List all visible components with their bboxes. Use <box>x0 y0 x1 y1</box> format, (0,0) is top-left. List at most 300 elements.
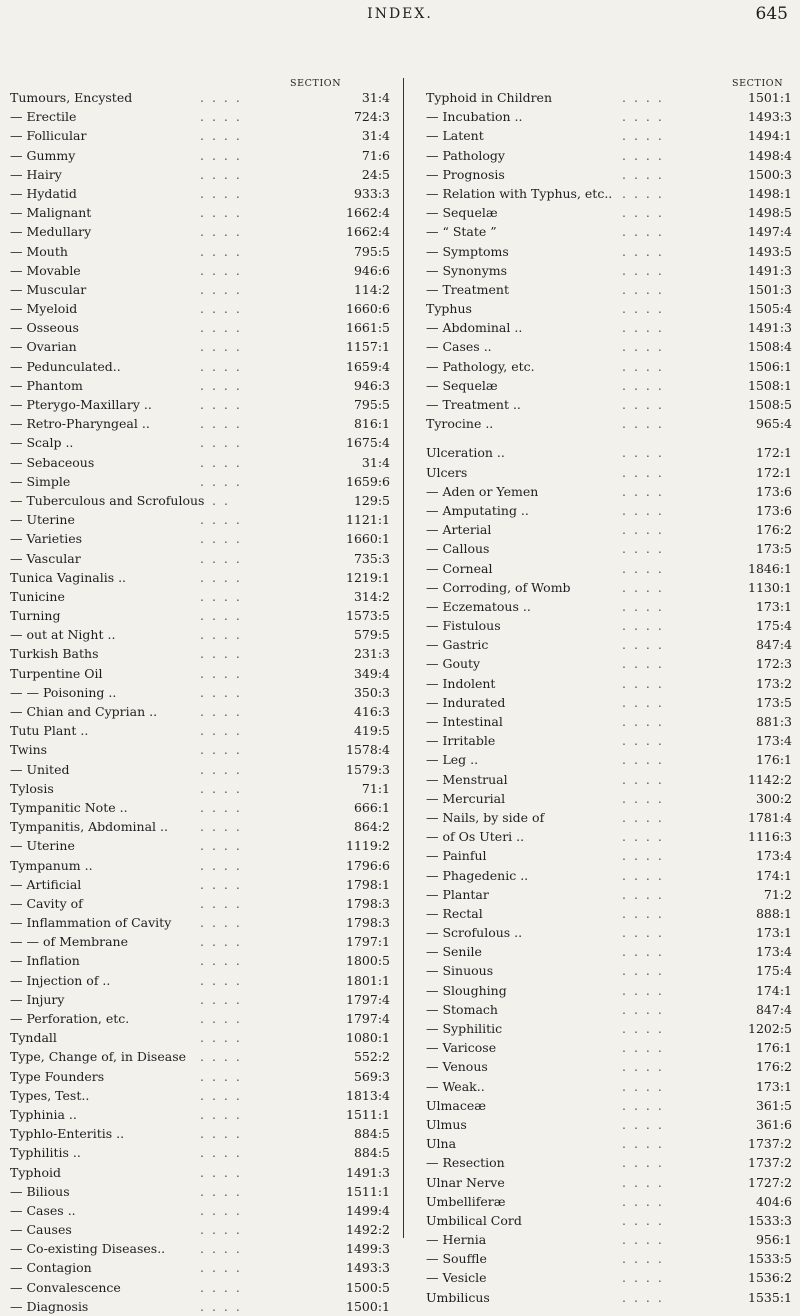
index-term: Umbilicus <box>426 1289 490 1305</box>
leader-dots: . . . . <box>622 1059 664 1075</box>
index-entry <box>426 846 792 865</box>
index-term: — Inflammation of Cavity <box>10 915 172 931</box>
index-entry <box>426 1000 792 1019</box>
index-term: — Malignant <box>10 205 92 221</box>
section-number: 1080:1 <box>346 1030 390 1046</box>
index-term: Tympanum .. <box>10 857 93 873</box>
section-number: 1801:1 <box>346 972 390 988</box>
section-number: 816:1 <box>353 416 390 432</box>
index-entry <box>10 491 390 510</box>
section-number: 1119:2 <box>346 838 390 854</box>
index-term: — Amputating .. <box>426 502 529 518</box>
leader-dots: . . . . <box>200 339 242 355</box>
section-number: 1659:6 <box>346 473 390 489</box>
index-entry <box>426 463 792 482</box>
section-number: 361:6 <box>755 1116 792 1132</box>
index-entry <box>426 1038 792 1057</box>
leader-dots: . . . . <box>622 598 664 614</box>
leader-dots: . . . . <box>200 780 242 796</box>
index-term: — Treatment <box>426 281 509 297</box>
index-entry <box>10 318 390 337</box>
leader-dots: . . . . <box>200 972 242 988</box>
index-term: Turpentine Oil <box>10 665 103 681</box>
index-entry <box>10 1297 390 1316</box>
index-entry <box>426 808 792 827</box>
leader-dots: . . . . <box>622 714 664 729</box>
index-entry <box>426 961 792 980</box>
index-entry <box>10 1143 390 1162</box>
index-entry <box>10 88 390 107</box>
index-entry <box>426 337 792 356</box>
index-entry <box>426 280 792 299</box>
index-entry <box>10 817 390 836</box>
index-term: — Uterine <box>10 512 75 528</box>
leader-dots: . . . . <box>200 1106 242 1122</box>
index-term: — Leg .. <box>426 752 479 768</box>
section-number: 1491:3 <box>748 262 792 278</box>
section-number: 965:4 <box>755 416 792 432</box>
leader-dots: . . . . <box>622 1270 664 1286</box>
leader-dots: . . . . <box>622 905 664 921</box>
leader-dots: . . . . <box>622 90 664 105</box>
index-entry <box>426 539 792 558</box>
index-term: — Myeloid <box>10 301 78 317</box>
section-number: 881:3 <box>755 714 792 729</box>
leader-dots: . . . . <box>622 320 664 336</box>
index-column-left <box>10 88 390 1316</box>
index-term: Umbilical Cord <box>426 1212 522 1228</box>
leader-dots: . . . . <box>200 799 242 815</box>
section-number: 795:5 <box>353 243 390 259</box>
section-number: 1506:1 <box>748 358 792 374</box>
section-number: 175:4 <box>755 963 792 979</box>
section-number: 888:1 <box>755 905 792 921</box>
index-entry <box>10 433 390 452</box>
index-entry <box>10 395 390 414</box>
section-number: 946:3 <box>353 377 390 393</box>
leader-dots: . . . . <box>622 1251 664 1267</box>
index-entry <box>10 625 390 644</box>
leader-dots: . . . . <box>200 1202 242 1218</box>
index-entry <box>10 1278 390 1297</box>
index-entry <box>10 875 390 894</box>
index-entry <box>426 203 792 222</box>
leader-dots: . . . . <box>200 646 242 662</box>
index-entry <box>426 184 792 203</box>
index-entry <box>426 1230 792 1249</box>
section-number: 1491:3 <box>346 1164 390 1180</box>
section-number: 173:6 <box>755 502 792 518</box>
index-term: — Injection of .. <box>10 972 111 988</box>
index-entry <box>426 827 792 846</box>
leader-dots: . . . . <box>622 560 664 576</box>
leader-dots: . . . . <box>200 569 242 585</box>
index-entry <box>426 712 792 731</box>
leader-dots: . . . . <box>622 358 664 374</box>
leader-dots: . . . . <box>622 1212 664 1228</box>
index-entry <box>10 1239 390 1258</box>
leader-dots: . . . . <box>200 550 242 566</box>
section-number: 956:1 <box>755 1232 792 1248</box>
section-column-label-left: SECTION <box>290 78 342 89</box>
section-number: 666:1 <box>353 799 390 815</box>
leader-dots: . . . . <box>622 656 664 672</box>
section-number: 1535:1 <box>748 1289 792 1305</box>
index-entry <box>10 1220 390 1239</box>
index-term: Umbelliferæ <box>426 1193 506 1209</box>
section-number: 1662:4 <box>346 205 390 221</box>
column-divider <box>403 78 404 1238</box>
index-entry <box>10 510 390 529</box>
section-number: 1727:2 <box>748 1174 792 1190</box>
section-number: 1662:4 <box>346 224 390 240</box>
section-number: 173:1 <box>755 925 792 941</box>
index-entry <box>10 779 390 798</box>
leader-dots: . . . . <box>200 531 242 547</box>
section-number: 847:4 <box>755 637 792 653</box>
index-entry <box>10 529 390 548</box>
section-number: 173:5 <box>755 694 792 710</box>
leader-dots: . . . . <box>200 1222 242 1238</box>
index-term: — Simple <box>10 473 71 489</box>
index-entry <box>10 1182 390 1201</box>
section-number: 173:4 <box>755 944 792 960</box>
leader-dots: . . . . <box>622 1078 664 1094</box>
index-term: — Injury <box>10 991 65 1007</box>
index-entry <box>10 1163 390 1182</box>
index-term: Typhus <box>426 301 472 317</box>
leader-dots: . . . . <box>622 128 664 144</box>
section-number: 361:5 <box>755 1097 792 1113</box>
section-number: 1508:5 <box>748 397 792 412</box>
section-number: 1130:1 <box>748 579 792 595</box>
index-term: Ulnar Nerve <box>426 1174 505 1190</box>
index-term: Typhilitis .. <box>10 1145 81 1161</box>
leader-dots: . . . . <box>200 895 242 911</box>
index-entry <box>10 664 390 683</box>
leader-dots: . . . . <box>200 1183 242 1199</box>
index-term: Ulmaceæ <box>426 1097 486 1113</box>
index-entry <box>426 597 792 616</box>
section-number: 1675:4 <box>346 435 390 451</box>
leader-dots: . . . . <box>622 109 664 125</box>
leader-dots: . . . . <box>622 502 664 518</box>
index-term: — Ovarian <box>10 339 77 355</box>
leader-dots: . . . . <box>200 262 242 278</box>
index-term: — Pathology, etc. <box>426 358 535 374</box>
section-number: 314:2 <box>353 588 390 604</box>
leader-dots: . . . . <box>622 1289 664 1305</box>
page-header-title: INDEX. <box>367 6 433 22</box>
index-entry <box>10 913 390 932</box>
index-term: — Phagedenic .. <box>426 867 529 883</box>
index-entry <box>10 165 390 184</box>
index-term: — Pedunculated.. <box>10 358 121 374</box>
index-term: — Vesicle <box>426 1270 487 1286</box>
page-number: 645 <box>755 4 788 24</box>
index-entry <box>10 644 390 663</box>
leader-dots: . . <box>212 492 230 508</box>
section-number: 1798:3 <box>346 915 390 931</box>
section-number: 1508:1 <box>748 377 792 393</box>
leader-dots: . . . . <box>200 435 242 451</box>
section-number: 172:1 <box>755 464 792 480</box>
leader-dots: . . . . <box>622 982 664 998</box>
section-number: 1661:5 <box>346 320 390 336</box>
leader-dots: . . . . <box>622 224 664 240</box>
index-term: — Chian and Cyprian .. <box>10 704 158 719</box>
leader-dots: . . . . <box>200 147 242 163</box>
section-number: 174:1 <box>755 867 792 883</box>
index-term: — Muscular <box>10 281 87 297</box>
section-number: 735:3 <box>353 550 390 566</box>
index-term: — Retro-Pharyngeal .. <box>10 416 150 432</box>
section-number: 129:5 <box>353 492 390 508</box>
section-number: 176:2 <box>755 522 792 538</box>
leader-dots: . . . . <box>622 377 664 393</box>
section-number: 1781:4 <box>748 809 792 825</box>
index-term: — Rectal <box>426 905 483 921</box>
index-term: — Gummy <box>10 147 76 163</box>
index-entry <box>426 1211 792 1230</box>
index-term: — Scalp .. <box>10 435 74 451</box>
section-number: 1533:5 <box>748 1251 792 1267</box>
index-entry <box>10 894 390 913</box>
index-entry <box>426 693 792 712</box>
index-term: Type Founders <box>10 1068 105 1084</box>
leader-dots: . . . . <box>200 761 242 777</box>
index-term: — “ State ” <box>426 224 497 240</box>
section-number: 1493:5 <box>748 243 792 259</box>
leader-dots: . . . . <box>622 925 664 941</box>
section-number: 847:4 <box>755 1001 792 1017</box>
section-number: 172:3 <box>755 656 792 672</box>
index-term: — Cavity of <box>10 895 83 911</box>
index-term: — Varicose <box>426 1040 497 1056</box>
index-entry <box>426 559 792 578</box>
index-entry <box>426 616 792 635</box>
index-term: — Venous <box>426 1059 488 1075</box>
index-term: — Painful <box>426 848 487 864</box>
index-term: — Hernia <box>426 1232 487 1248</box>
section-number: 1116:3 <box>748 829 792 845</box>
index-entry <box>10 1028 390 1047</box>
index-entry <box>10 951 390 970</box>
index-entry <box>10 261 390 280</box>
leader-dots: . . . . <box>622 1040 664 1056</box>
leader-dots: . . . . <box>622 1097 664 1113</box>
leader-dots: . . . . <box>622 147 664 163</box>
index-entry <box>426 1268 792 1287</box>
index-entry <box>426 1057 792 1076</box>
section-number: 31:4 <box>361 90 390 105</box>
index-entry <box>426 482 792 501</box>
index-entry <box>426 395 792 414</box>
section-number: 1578:4 <box>346 742 390 758</box>
index-term: — Weak.. <box>426 1078 485 1094</box>
index-term: — Hydatid <box>10 185 77 201</box>
leader-dots: . . . . <box>200 857 242 873</box>
leader-dots: . . . . <box>622 809 664 825</box>
section-number: 71:6 <box>361 147 390 163</box>
index-term: — Inflation <box>10 953 80 969</box>
index-term: — of Os Uteri .. <box>426 829 525 845</box>
index-entry <box>426 520 792 539</box>
index-term: Tympanitic Note .. <box>10 799 128 815</box>
index-entry <box>10 971 390 990</box>
index-term: — Synonyms <box>426 262 508 278</box>
leader-dots: . . . . <box>200 358 242 374</box>
section-number: 1798:1 <box>346 876 390 892</box>
leader-dots: . . . . <box>622 1155 664 1171</box>
section-number: 1219:1 <box>346 569 390 585</box>
index-entry <box>10 1258 390 1277</box>
leader-dots: . . . . <box>622 579 664 595</box>
index-entry <box>10 242 390 261</box>
index-entry <box>10 184 390 203</box>
index-entry <box>10 146 390 165</box>
section-number: 173:1 <box>755 1078 792 1094</box>
index-term: — Convalescence <box>10 1279 121 1295</box>
index-entry <box>426 1173 792 1192</box>
index-term: — Symptoms <box>426 243 509 259</box>
section-number: 1491:3 <box>748 320 792 336</box>
index-entry <box>426 107 792 126</box>
index-term: — Hairy <box>10 166 62 182</box>
section-number: 176:1 <box>755 1040 792 1056</box>
leader-dots: . . . . <box>200 281 242 297</box>
section-number: 884:5 <box>353 1145 390 1161</box>
index-term: Types, Test.. <box>10 1087 90 1103</box>
leader-dots: . . . . <box>200 377 242 393</box>
leader-dots: . . . . <box>622 1116 664 1132</box>
index-term: — Mouth <box>10 243 68 259</box>
section-number: 1493:3 <box>346 1260 390 1276</box>
section-number: 1121:1 <box>346 512 390 528</box>
section-number: 1511:1 <box>346 1183 390 1199</box>
section-number: 173:1 <box>755 598 792 614</box>
index-term: — Callous <box>426 541 490 557</box>
leader-dots: . . . . <box>200 627 242 643</box>
index-entry <box>426 299 792 318</box>
section-number: 1493:3 <box>748 109 792 125</box>
section-number: 71:2 <box>763 886 792 902</box>
section-number: 173:2 <box>755 675 792 691</box>
leader-dots: . . . . <box>200 185 242 201</box>
leader-dots: . . . . <box>622 733 664 749</box>
index-term: Tylosis <box>10 780 54 796</box>
leader-dots: . . . . <box>200 166 242 182</box>
leader-dots: . . . . <box>622 541 664 557</box>
index-entry <box>10 587 390 606</box>
leader-dots: . . . . <box>622 771 664 787</box>
leader-dots: . . . . <box>622 301 664 317</box>
section-number: 1573:5 <box>346 608 390 624</box>
index-term: — Corneal <box>426 560 493 576</box>
index-term: — Pterygo-Maxillary .. <box>10 397 152 412</box>
index-entry <box>426 578 792 597</box>
index-entry <box>10 280 390 299</box>
leader-dots: . . . . <box>200 1164 242 1180</box>
leader-dots: . . . . <box>200 320 242 336</box>
leader-dots: . . . . <box>200 1145 242 1161</box>
index-entry <box>426 357 792 376</box>
index-term: — Souffle <box>426 1251 487 1267</box>
index-entry <box>10 1067 390 1086</box>
section-number: 231:3 <box>353 646 390 662</box>
section-number: 1660:6 <box>346 301 390 317</box>
index-entry <box>426 1096 792 1115</box>
index-entry <box>10 1086 390 1105</box>
index-entry <box>426 885 792 904</box>
index-column-right <box>426 88 792 1307</box>
leader-dots: . . . . <box>622 1136 664 1152</box>
leader-dots: . . . . <box>622 790 664 806</box>
index-entry <box>426 222 792 241</box>
leader-dots: . . . . <box>200 953 242 969</box>
leader-dots: . . . . <box>622 445 664 461</box>
section-number: 349:4 <box>353 665 390 681</box>
index-entry <box>10 721 390 740</box>
index-entry <box>10 990 390 1009</box>
leader-dots: . . . . <box>200 1068 242 1084</box>
section-number: 1797:4 <box>346 1011 390 1026</box>
index-entry <box>426 146 792 165</box>
index-entry <box>10 203 390 222</box>
leader-dots: . . . . <box>200 1298 242 1314</box>
index-entry <box>10 376 390 395</box>
leader-dots: . . . . <box>622 243 664 259</box>
leader-dots: . . . . <box>622 166 664 182</box>
index-entry <box>426 981 792 1000</box>
index-term: — Pathology <box>426 147 505 163</box>
index-term: — Perforation, etc. <box>10 1011 130 1026</box>
index-term: — Phantom <box>10 377 83 393</box>
index-entry <box>10 683 390 702</box>
index-term: — Medullary <box>10 224 92 240</box>
section-number: 1499:4 <box>346 1202 390 1218</box>
leader-dots: . . . . <box>200 1279 242 1295</box>
index-term: — Sequelæ <box>426 377 498 393</box>
index-term: — — Poisoning .. <box>10 684 117 700</box>
index-entry <box>426 443 792 462</box>
index-entry <box>10 1124 390 1143</box>
section-number: 1536:2 <box>748 1270 792 1286</box>
section-number: 176:2 <box>755 1059 792 1075</box>
leader-dots: . . . . <box>622 483 664 499</box>
section-number: 1500:5 <box>346 1279 390 1295</box>
index-entry <box>10 299 390 318</box>
index-entry <box>426 942 792 961</box>
index-entry <box>426 1019 792 1038</box>
index-term: Tutu Plant .. <box>10 723 89 739</box>
leader-dots: . . . . <box>200 1049 242 1065</box>
index-entry <box>426 261 792 280</box>
section-number: 173:5 <box>755 541 792 557</box>
leader-dots: . . . . <box>200 224 242 240</box>
index-entry <box>426 770 792 789</box>
index-entry <box>10 337 390 356</box>
index-term: — Artificial <box>10 876 82 892</box>
leader-dots: . . . . <box>622 848 664 864</box>
section-number: 1492:2 <box>346 1222 390 1238</box>
index-term: — Co-existing Diseases.. <box>10 1241 166 1257</box>
leader-dots: . . . . <box>200 301 242 317</box>
section-number: 569:3 <box>353 1068 390 1084</box>
section-number: 172:1 <box>755 445 792 461</box>
index-term: — Varieties <box>10 531 83 547</box>
index-term: — Bilious <box>10 1183 70 1199</box>
